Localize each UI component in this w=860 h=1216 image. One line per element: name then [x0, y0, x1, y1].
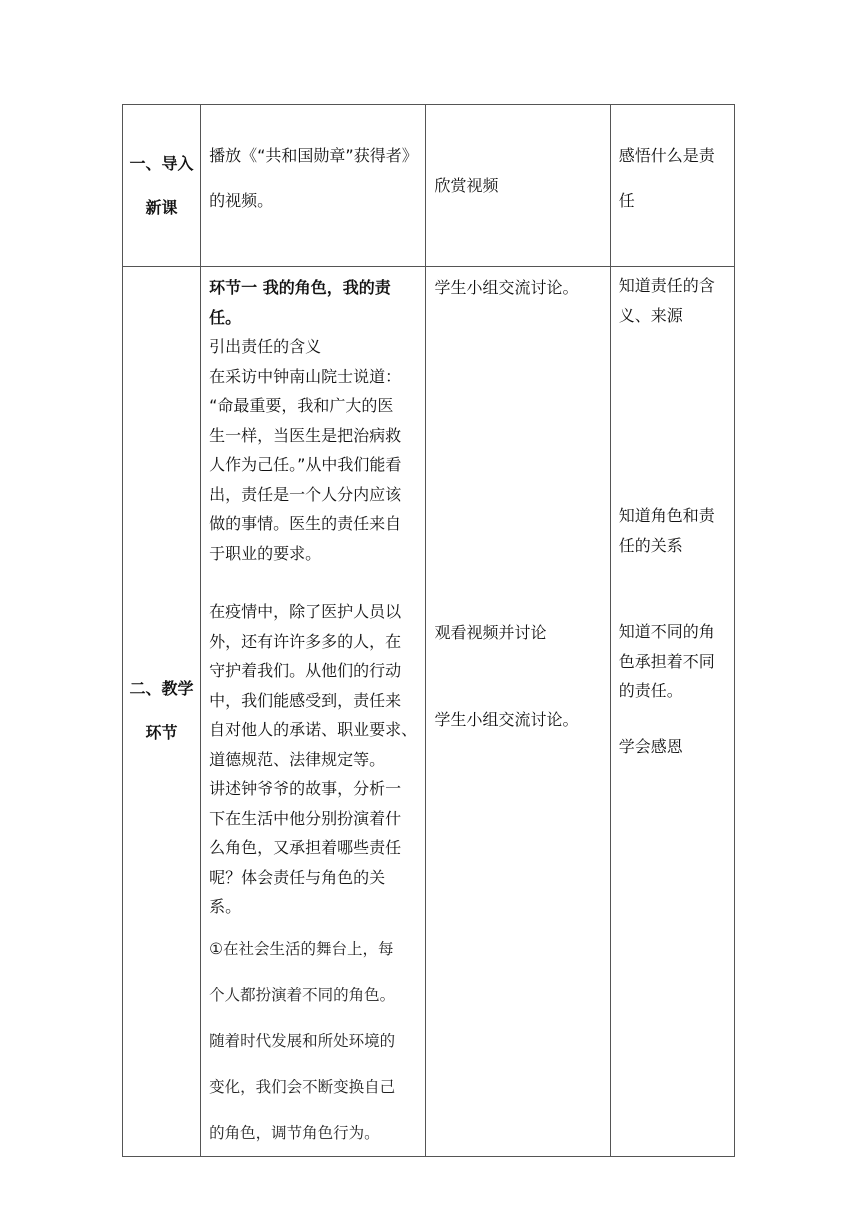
goal-line: 色承担着不同	[618, 651, 715, 671]
text-line: 出，责任是一个人分内应该	[209, 484, 402, 504]
goal-3	[619, 617, 730, 706]
goal-line: 的责任。	[618, 681, 683, 700]
text-line: 么角色，又承担着哪些责任	[209, 838, 402, 857]
content-cell	[201, 105, 426, 267]
text-line: 做的事情。医生的责任来自	[209, 514, 402, 533]
goal-line: 义、来源	[618, 305, 683, 325]
activity-cell	[426, 105, 610, 267]
text-line: “命最重要，我和广大的医	[209, 396, 394, 415]
stage-line: 新课	[145, 197, 178, 217]
stage-line: 一、导入	[129, 153, 194, 173]
heading-line: 环节一 我的角色，我的责	[209, 278, 391, 297]
text-line: 引出责任的含义	[209, 337, 322, 356]
content-line: 播放《“共和国勋章”获得者》	[209, 146, 418, 165]
text-line: 系。	[209, 897, 242, 916]
goal-1	[619, 271, 730, 330]
goal-line: 知道责任的含	[618, 276, 715, 295]
section-heading	[209, 273, 421, 332]
activity-cell	[426, 267, 610, 1157]
text-line: 生一样，当医生是把治病救	[209, 425, 402, 445]
text-line: 在疫情中，除了医护人员以	[209, 602, 402, 621]
activity-text: 学生小组交流讨论。	[434, 710, 579, 729]
text-line: 下在生活中他分别扮演着什	[209, 808, 402, 828]
table-row	[123, 267, 735, 1157]
activity-text: 欣赏视频	[434, 175, 499, 195]
text-line: 在采访中钟南山院士说道：	[209, 366, 402, 386]
goal-cell	[610, 105, 734, 267]
goal-line: 知道角色和责	[618, 506, 715, 525]
text-line: 中，我们能感受到，责任来	[209, 690, 402, 710]
text-line: 随着时代发展和所处环境的	[209, 1031, 396, 1050]
paragraph-3	[209, 926, 421, 1156]
content-cell	[201, 267, 426, 1157]
text-line: ①在社会生活的舞台上，每	[209, 939, 394, 958]
goal-line: 学会感恩	[618, 737, 683, 756]
stage-cell	[123, 267, 201, 1157]
text-line: 个人都扮演着不同的角色。	[209, 985, 396, 1004]
text-line: 讲述钟爷爷的故事，分析一	[209, 779, 402, 798]
text-line: 呢？体会责任与角色的关	[209, 867, 386, 887]
goal-line: 任的关系	[618, 535, 683, 555]
table-row	[123, 105, 735, 267]
activity-text: 观看视频并讨论	[434, 623, 547, 642]
text-line: 外，还有许许多多的人，在	[209, 631, 402, 651]
spacer	[209, 568, 421, 597]
goal-2	[619, 501, 730, 560]
text-line: 自对他人的承诺、职业要求、	[209, 720, 418, 739]
heading-line: 任。	[209, 307, 242, 327]
activity-text: 学生小组交流讨论。	[434, 278, 579, 297]
text-line: 的角色，调节角色行为。	[209, 1123, 380, 1142]
stage-line: 环节	[145, 723, 178, 743]
text-line: 于职业的要求。	[209, 543, 322, 563]
goal-line: 任	[618, 191, 635, 210]
goal-cell	[610, 267, 734, 1157]
text-line: 守护着我们。从他们的行动	[209, 661, 402, 680]
text-line: 变化，我们会不断变换自己	[209, 1077, 396, 1096]
text-line: 人作为己任。”从中我们能看	[209, 455, 402, 474]
paragraph-2	[209, 597, 421, 922]
stage-cell	[123, 105, 201, 267]
lesson-plan-table	[122, 104, 735, 1157]
goal-line: 感悟什么是责	[618, 146, 715, 165]
stage-line: 二、教学	[129, 679, 194, 699]
content-line: 的视频。	[209, 191, 274, 210]
goal-line: 知道不同的角	[618, 622, 715, 641]
paragraph-1	[209, 332, 421, 568]
text-line: 道德规范、法律规定等。	[209, 749, 386, 769]
